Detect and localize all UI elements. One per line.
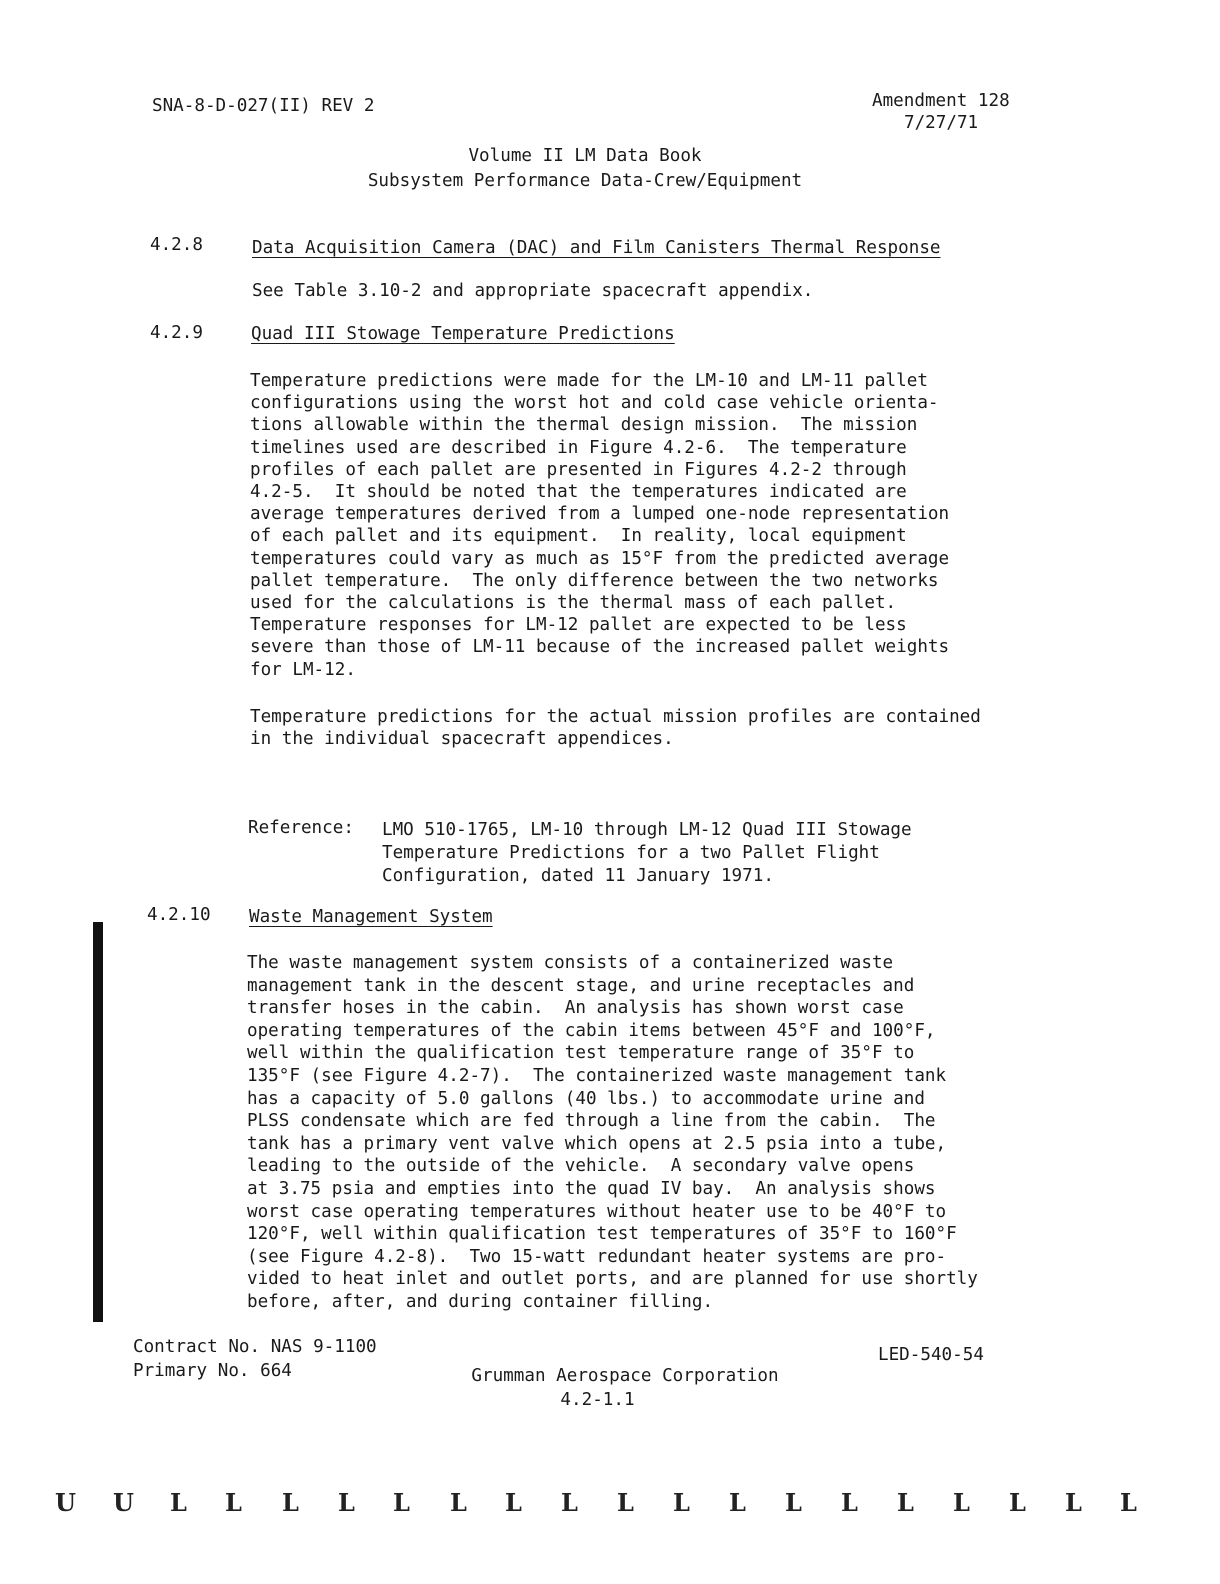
paragraph-line: used for the calculations is the thermal mass of each pallet. (250, 593, 897, 614)
paragraph-line: for LM-12. (250, 659, 356, 680)
film-mark: L (393, 1488, 410, 1517)
paragraph-line: PLSS condensate which are fed through a line from the cabin. The (247, 1111, 936, 1132)
section-number-4-2-8: 4.2.8 (150, 235, 203, 255)
section-title-4-2-10: Waste Management System (249, 907, 493, 927)
section-title-4-2-8: Data Acquisition Camera (DAC) and Film Canisters Thermal Response (252, 238, 941, 258)
paragraph-line: 135°F (see Figure 4.2-7). The containerized waste management tank (247, 1065, 947, 1086)
paragraph-line: before, after, and during container filling. (247, 1291, 714, 1312)
quad-iii-paragraph-1 (250, 370, 949, 681)
contract-number: Contract No. NAS 9-1100 (133, 1337, 377, 1357)
paragraph-line: profiles of each pallet are presented in Figures 4.2-2 through (250, 459, 907, 480)
film-edge-marks (0, 1488, 1220, 1518)
page-number: 4.2-1.1 (560, 1390, 635, 1410)
revision-change-bar (93, 922, 103, 1322)
paragraph-line: has a capacity of 5.0 gallons (40 lbs.) to accommodate urine and (247, 1088, 925, 1109)
reference-line: Configuration, dated 11 January 1971. (382, 866, 774, 886)
film-mark: L (450, 1488, 467, 1517)
paragraph-line: vided to heat inlet and outlet ports, and are planned for use shortly (247, 1269, 978, 1290)
paragraph-line: worst case operating temperatures without heater use to be 40°F to (247, 1201, 947, 1222)
film-mark: L (282, 1488, 299, 1517)
film-mark: L (1120, 1488, 1137, 1517)
section-title-4-2-9: Quad III Stowage Temperature Predictions (251, 324, 675, 344)
paragraph-line: (see Figure 4.2-8). Two 15-watt redundant heater systems are pro- (247, 1246, 947, 1267)
primary-number: Primary No. 664 (133, 1361, 292, 1381)
paragraph-line: well within the qualification test temperature range of 35°F to (247, 1043, 915, 1064)
paragraph-line: at 3.75 psia and empties into the quad IV bay. An analysis shows (247, 1178, 936, 1199)
paragraph-line: Temperature responses for LM-12 pallet are expected to be less (250, 615, 907, 636)
reference-line: Temperature Predictions for a two Pallet Flight (382, 843, 880, 863)
film-mark: L (1009, 1488, 1026, 1517)
film-mark: L (225, 1488, 242, 1517)
paragraph-line: pallet temperature. The only difference between the two networks (250, 570, 939, 591)
paragraph-line: in the individual spacecraft appendices. (250, 729, 674, 750)
paragraph-line: configurations using the worst hot and cold case vehicle orienta- (250, 393, 939, 414)
film-mark: L (841, 1488, 858, 1517)
paragraph-line: timelines used are described in Figure 4.2-6. The temperature (250, 437, 907, 458)
paragraph-line: average temperatures derived from a lumped one-node representation (250, 504, 950, 525)
amendment-label: Amendment 128 (872, 91, 1010, 111)
paragraph-line: of each pallet and its equipment. In reality, local equipment (250, 526, 907, 547)
reference-text (382, 819, 912, 888)
reference-line: LMO 510-1765, LM-10 through LM-12 Quad III Stowage (382, 820, 912, 840)
film-mark: L (897, 1488, 914, 1517)
document-number: SNA-8-D-027(II) REV 2 (152, 96, 375, 116)
paragraph-line: leading to the outside of the vehicle. A secondary valve opens (247, 1156, 915, 1177)
amendment-date: 7/27/71 (904, 113, 979, 133)
film-mark: L (673, 1488, 690, 1517)
paragraph-line: severe than those of LM-11 because of the increased pallet weights (250, 637, 950, 658)
section-text-4-2-8: See Table 3.10-2 and appropriate spacecraft appendix. (252, 281, 814, 301)
paragraph-line: tions allowable within the thermal design mission. The mission (250, 415, 918, 436)
reference-label: Reference: (248, 818, 354, 838)
section-number-4-2-10: 4.2.10 (147, 905, 211, 925)
led-number: LED-540-54 (878, 1345, 984, 1365)
film-mark: L (338, 1488, 355, 1517)
paragraph-line: The waste management system consists of a containerized waste (247, 953, 894, 973)
waste-management-paragraph (247, 952, 978, 1314)
film-mark: L (617, 1488, 634, 1517)
film-mark: L (729, 1488, 746, 1517)
film-mark: U (113, 1488, 134, 1517)
paragraph-line: operating temperatures of the cabin items between 45°F and 100°F, (247, 1020, 936, 1041)
film-mark: L (505, 1488, 522, 1517)
volume-subtitle: Subsystem Performance Data-Crew/Equipment (367, 171, 803, 191)
paragraph-line: tank has a primary vent valve which opens at 2.5 psia into a tube, (247, 1133, 947, 1154)
company-name: Grumman Aerospace Corporation (471, 1366, 779, 1386)
film-mark: U (55, 1488, 76, 1517)
paragraph-line: temperatures could vary as much as 15°F from the predicted average (250, 548, 950, 569)
film-mark: L (561, 1488, 578, 1517)
paragraph-line: Temperature predictions for the actual mission profiles are contained (250, 707, 981, 727)
section-number-4-2-9: 4.2.9 (150, 323, 203, 343)
film-mark: L (785, 1488, 802, 1517)
paragraph-line: Temperature predictions were made for the LM-10 and LM-11 pallet (250, 371, 928, 391)
paragraph-line: management tank in the descent stage, and urine receptacles and (247, 975, 915, 996)
volume-title: Volume II LM Data Book (468, 146, 702, 166)
paragraph-line: 120°F, well within qualification test temperatures of 35°F to 160°F (247, 1224, 957, 1245)
quad-iii-paragraph-2 (250, 706, 981, 750)
film-mark: L (1065, 1488, 1082, 1517)
film-mark: L (953, 1488, 970, 1517)
film-mark: L (170, 1488, 187, 1517)
paragraph-line: transfer hoses in the cabin. An analysis has shown worst case (247, 998, 904, 1019)
paragraph-line: 4.2-5. It should be noted that the temperatures indicated are (250, 482, 907, 503)
